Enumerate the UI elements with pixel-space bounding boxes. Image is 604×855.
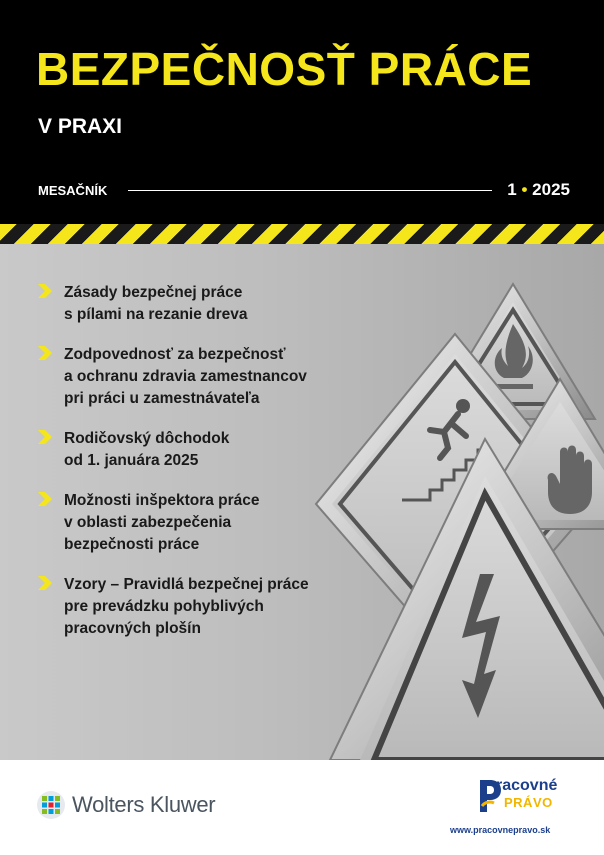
- chevron-right-icon: [38, 284, 52, 298]
- toc-line: pracovných plošín: [64, 620, 201, 637]
- toc-line: Zásady bezpečnej práce: [64, 284, 243, 301]
- chevron-right-icon: [38, 346, 52, 360]
- toc-line: v oblasti zabezpečenia: [64, 514, 232, 531]
- toc-line: Zodpovednosť za bezpečnosť: [64, 346, 286, 363]
- hazard-stripe: [0, 224, 604, 244]
- toc-line: Možnosti inšpektora práce: [64, 492, 260, 509]
- chevron-right-icon: [38, 492, 52, 506]
- header-divider: [128, 190, 492, 191]
- toc-item: [36, 282, 309, 326]
- issue-number: 1: [507, 180, 517, 199]
- toc-line: pri práci u zamestnávateľa: [64, 390, 260, 407]
- frequency-label: MESAČNÍK: [38, 183, 108, 198]
- toc-line: bezpečnosti práce: [64, 536, 200, 553]
- issue-separator: •: [521, 180, 528, 199]
- brand-url[interactable]: www.pracovnepravo.sk: [450, 825, 551, 835]
- toc-line: Vzory – Pravidlá bezpečnej práce: [64, 576, 309, 593]
- toc-line: od 1. januára 2025: [64, 452, 199, 469]
- toc-line: pre prevádzku pohyblivých: [64, 598, 264, 615]
- brand-word-1: racovné: [496, 777, 558, 794]
- wolters-kluwer-logo-icon: [36, 790, 66, 820]
- toc-item: [36, 428, 309, 472]
- brand-logo: [450, 774, 576, 844]
- magazine-subtitle: V PRAXI: [38, 115, 123, 138]
- brand-word-2: PRÁVO: [504, 795, 553, 810]
- toc-line: s pílami na rezanie dreva: [64, 306, 248, 323]
- cover-footer: [0, 760, 604, 855]
- publisher-name: Wolters Kluwer: [72, 792, 216, 817]
- toc-line: a ochranu zdravia zamestnancov: [64, 368, 307, 385]
- chevron-right-icon: [38, 576, 52, 590]
- toc-item: [36, 490, 309, 556]
- publisher-logo: [36, 790, 215, 820]
- toc-item: [36, 344, 309, 410]
- cover-main: [0, 244, 604, 760]
- toc-item: [36, 574, 309, 640]
- issue-label: [507, 181, 570, 198]
- chevron-right-icon: [38, 430, 52, 444]
- toc-line: Rodičovský dôchodok: [64, 430, 230, 447]
- issue-year: 2025: [532, 180, 570, 199]
- table-of-contents: [36, 282, 309, 658]
- cover-header: [0, 0, 604, 224]
- magazine-title: BEZPEČNOSŤ PRÁCE: [36, 43, 533, 95]
